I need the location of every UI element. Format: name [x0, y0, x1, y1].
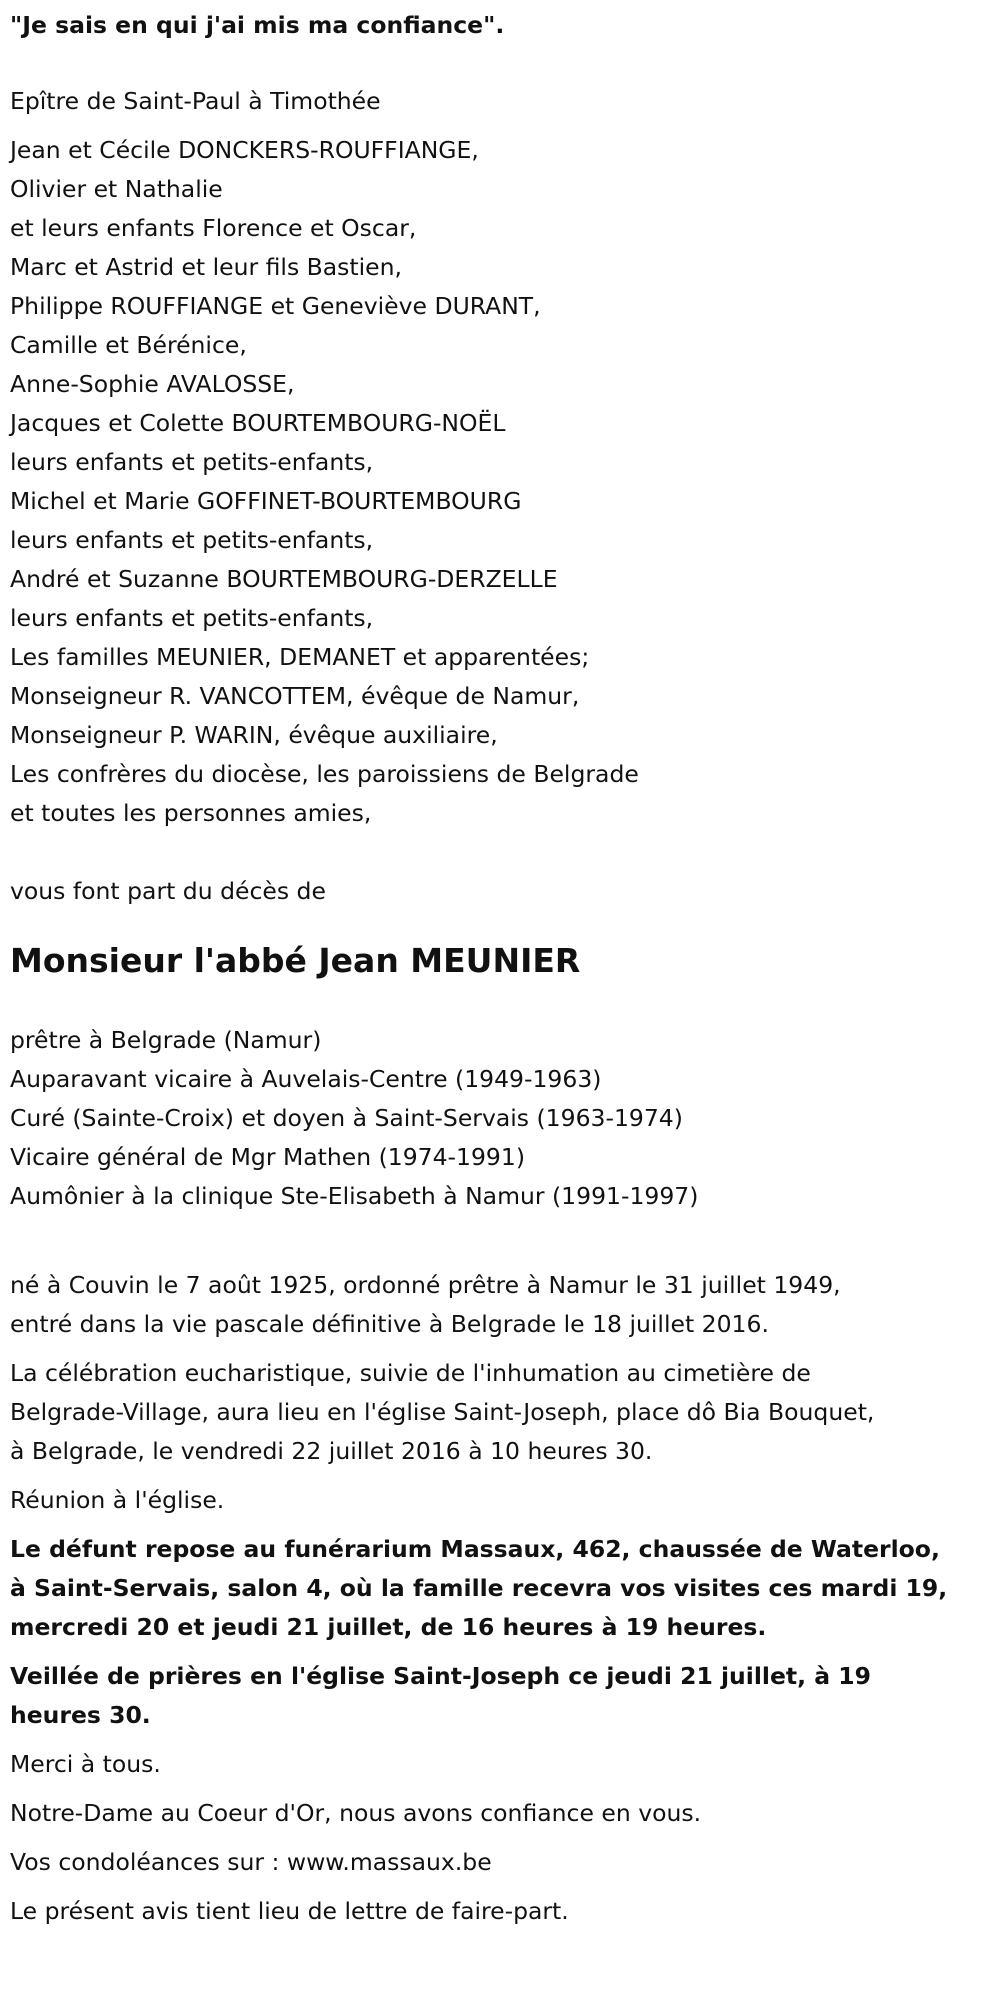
celebration-paragraph	[10, 1354, 990, 1471]
family-line: et toutes les personnes amies,	[10, 799, 372, 827]
career-list	[10, 1021, 990, 1216]
family-line: Les confrères du diocèse, les paroissiens de Belgrade	[10, 760, 639, 788]
epigraph-quote: "Je sais en qui j'ai mis ma confiance".	[10, 11, 505, 39]
family-line: leurs enfants et petits-enfants,	[10, 526, 374, 554]
family-line: Olivier et Nathalie	[10, 175, 223, 203]
family-line: et leurs enfants Florence et Oscar,	[10, 214, 417, 242]
career-line: Vicaire général de Mgr Mathen (1974-1991)	[10, 1143, 526, 1171]
funerarium-line: Le défunt repose au funérarium Massaux, 462, chaussée de Waterloo,	[10, 1535, 940, 1563]
celebration-line: Belgrade-Village, aura lieu en l'église Saint-Joseph, place dô Bia Bouquet,	[10, 1398, 875, 1426]
vigil-paragraph	[10, 1657, 990, 1735]
celebration-line: La célébration eucharistique, suivie de l'inhumation au cimetière de	[10, 1359, 811, 1387]
birth-paragraph	[10, 1266, 990, 1344]
family-line: Les familles MEUNIER, DEMANET et apparentées;	[10, 643, 590, 671]
vigil-line: heures 30.	[10, 1701, 151, 1729]
reunion-text: Réunion à l'église.	[10, 1486, 225, 1514]
birth-line: entré dans la vie pascale définitive à Belgrade le 18 juillet 2016.	[10, 1310, 769, 1338]
family-line: Camille et Bérénice,	[10, 331, 247, 359]
family-line: Jacques et Colette BOURTEMBOURG-NOËL	[10, 409, 506, 437]
family-line: André et Suzanne BOURTEMBOURG-DERZELLE	[10, 565, 558, 593]
deceased-name: Monsieur l'abbé Jean MEUNIER	[10, 941, 581, 980]
funerarium-paragraph	[10, 1530, 990, 1647]
thanks-text: Merci à tous.	[10, 1750, 161, 1778]
announcement-text: vous font part du décès de	[10, 877, 326, 905]
prayer-text: Notre-Dame au Coeur d'Or, nous avons confiance en vous.	[10, 1799, 702, 1827]
family-line: Michel et Marie GOFFINET-BOURTEMBOURG	[10, 487, 522, 515]
family-list	[10, 131, 990, 833]
celebration-line: à Belgrade, le vendredi 22 juillet 2016 à 10 heures 30.	[10, 1437, 653, 1465]
funerarium-line: mercredi 20 et jeudi 21 juillet, de 16 heures à 19 heures.	[10, 1613, 767, 1641]
family-line: Jean et Cécile DONCKERS-ROUFFIANGE,	[10, 136, 479, 164]
family-line: leurs enfants et petits-enfants,	[10, 604, 374, 632]
family-line: leurs enfants et petits-enfants,	[10, 448, 374, 476]
birth-line: né à Couvin le 7 août 1925, ordonné prêtre à Namur le 31 juillet 1949,	[10, 1271, 841, 1299]
family-line: Monseigneur P. WARIN, évêque auxiliaire,	[10, 721, 498, 749]
notice-text: Le présent avis tient lieu de lettre de faire-part.	[10, 1897, 569, 1925]
family-line: Philippe ROUFFIANGE et Geneviève DURANT,	[10, 292, 541, 320]
funerarium-line: à Saint-Servais, salon 4, où la famille recevra vos visites ces mardi 19,	[10, 1574, 948, 1602]
career-line: prêtre à Belgrade (Namur)	[10, 1026, 322, 1054]
family-line: Anne-Sophie AVALOSSE,	[10, 370, 295, 398]
career-line: Aumônier à la clinique Ste-Elisabeth à Namur (1991-1997)	[10, 1182, 699, 1210]
condolences-text: Vos condoléances sur : www.massaux.be	[10, 1848, 492, 1876]
family-line: Monseigneur R. VANCOTTEM, évêque de Namur,	[10, 682, 580, 710]
career-line: Auparavant vicaire à Auvelais-Centre (1949-1963)	[10, 1065, 602, 1093]
vigil-line: Veillée de prières en l'église Saint-Joseph ce jeudi 21 juillet, à 19	[10, 1662, 871, 1690]
career-line: Curé (Sainte-Croix) et doyen à Saint-Servais (1963-1974)	[10, 1104, 683, 1132]
family-line: Marc et Astrid et leur fils Bastien,	[10, 253, 402, 281]
epigraph-source: Epître de Saint-Paul à Timothée	[10, 87, 381, 115]
